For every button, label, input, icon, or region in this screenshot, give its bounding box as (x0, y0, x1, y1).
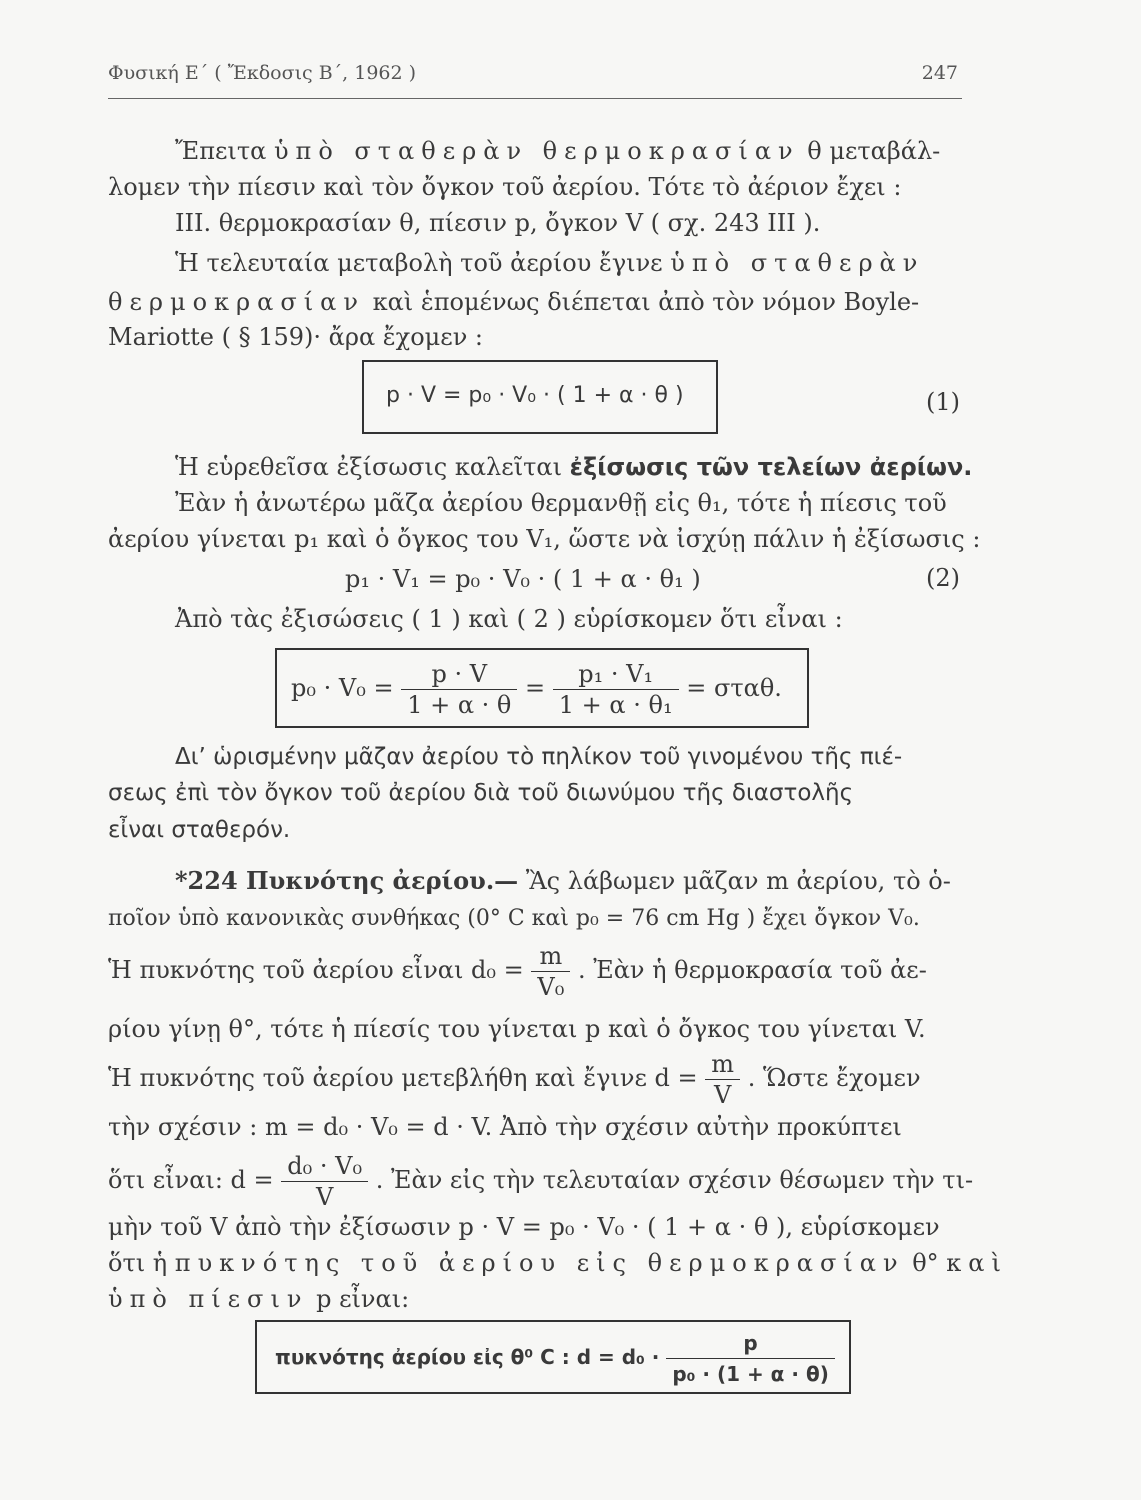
text-line: τὴν σχέσιν : m = d₀ · V₀ = d · V. Ἀπὸ τὴν σχέσιν αὐτὴν προκύπτει (108, 1113, 902, 1141)
text-line: θερμοκρασίαν καὶ ἑπομένως διέπεται ἀπὸ τὸν νόμον Boyle- (108, 288, 920, 316)
text-line: Ἡ τελευταία μεταβολὴ τοῦ ἀερίου ἔγινε ὑπὸ σταθερὰν (175, 249, 925, 277)
text-line: ποῖον ὑπὸ κανονικὰς συνθήκας (0° C καὶ p₀ = 76 cm Hg ) ἔχει ὄγκον V₀. (108, 906, 920, 931)
text-line: Δι’ ὡρισμένην μᾶζαν ἀερίου τὸ πηλίκον τοῦ γινομένου τῆς πιέ- (175, 744, 903, 770)
running-title: Φυσική Ε΄ ( Ἔκδοσις Β΄, 1962 ) (108, 62, 417, 84)
fraction: $\frac{\text{d₀ · V₀}}{V}$ (281, 1151, 368, 1212)
text-line: μὴν τοῦ V ἀπὸ τὴν ἐξίσωσιν p · V = p₀ · V₀ · ( 1 + α · θ ), εὑρίσκομεν (108, 1213, 940, 1241)
page-number: 247 (921, 62, 958, 84)
text-line: Ἐὰν ἡ ἀνωτέρω μᾶζα ἀερίου θερμανθῇ εἰς θ₁, τότε ἡ πίεσις τοῦ (175, 489, 947, 517)
text-line: ὑπὸ πίεσιν p εἶναι: (108, 1285, 410, 1313)
fraction: $\frac{m}{V}$ (705, 1049, 740, 1110)
text-line: Ἡ πυκνότης τοῦ ἀερίου εἶναι d₀ = $\frac{m}{\text{V₀}}$ . Ἐὰν ἡ θερμοκρασία τοῦ ἀε- (108, 942, 927, 1001)
section-heading: *224 Πυκνότης ἀερίου.— (175, 866, 519, 895)
equation-1: p · V = p₀ · V₀ · ( 1 + α · θ ) (386, 383, 684, 408)
equation-number-2: (2) (926, 564, 960, 592)
text-line: ὅτι ἡ πυκνότης τοῦ ἀερίου εἰς θερμοκρασίαν θ° καὶ (108, 1249, 1008, 1277)
text-line: Ἔπειτα ὑπὸ σταθερὰν θερμοκρασίαν θ μεταβάλ- (175, 137, 941, 165)
fraction: $\frac{m}{\text{V₀}}$ (531, 941, 570, 1002)
final-formula-box (255, 1320, 851, 1394)
text-line: *224 Πυκνότης ἀερίου.— Ἂς λάβωμεν μᾶζαν m ἀερίου, τὸ ὁ- (175, 866, 951, 895)
equation-box-3 (275, 648, 809, 728)
text-line: ἀερίου γίνεται p₁ καὶ ὁ ὄγκος του V₁, ὥστε νὰ ἰσχύῃ πάλιν ἡ ἐξίσωσις : (108, 525, 981, 553)
text-line: Mariotte ( § 159)· ἄρα ἔχομεν : (108, 323, 484, 351)
text-line: Ἡ πυκνότης τοῦ ἀερίου μετεβλήθη καὶ ἔγινε d = $\frac{m}{V}$ . Ὥστε ἔχομεν (108, 1050, 921, 1109)
fraction: $\frac{\text{p₁ · V₁}}{\text{1 + α · θ₁}}$ (553, 659, 679, 720)
text-line: ὅτι εἶναι: d = $\frac{\text{d₀ · V₀}}{V}$ . Ἐὰν εἰς τὴν τελευταίαν σχέσιν θέσωμεν τὴν τι- (108, 1152, 974, 1211)
text-line: λομεν τὴν πίεσιν καὶ τὸν ὄγκον τοῦ ἀερίου. Τότε τὸ ἀέριον ἔχει : (108, 173, 902, 201)
final-formula: πυκνότης ἀερίου εἰς θ⁰ C : d = d₀ · $\frac{p}{\text{p₀ · (1 + α · θ)}}$ (275, 1328, 835, 1389)
text-line: Ἡ εὑρεθεῖσα ἐξίσωσις καλεῖται ἐξίσωσις τῶν τελείων ἀερίων. (175, 453, 973, 481)
fraction: $\frac{p}{\text{p₀ · (1 + α · θ)}}$ (666, 1328, 834, 1389)
text-line: ρίου γίνῃ θ°, τότε ἡ πίεσίς του γίνεται p καὶ ὁ ὄγκος του γίνεται V. (108, 1015, 926, 1043)
text-line: σεως ἐπὶ τὸν ὄγκον τοῦ ἀερίου διὰ τοῦ διωνύμου τῆς διαστολῆς (108, 780, 854, 806)
equation-number-1: (1) (926, 388, 960, 416)
text-line: εἶναι σταθερόν. (108, 817, 291, 843)
equation-2: p₁ · V₁ = p₀ · V₀ · ( 1 + α · θ₁ ) (345, 565, 701, 593)
equation-3: p₀ · V₀ = $\frac{p \cdot V}{1 + \alpha \cdot \theta}$ = $\frac{\text{p₁ · V₁}}{\text{1 + α · θ₁}}$ = σταθ. (291, 660, 782, 719)
text-line: ΙΙΙ. θερμοκρασίαν θ, πίεσιν p, ὄγκον V ( σχ. 243 ΙΙΙ ). (175, 209, 821, 237)
fraction: $\frac{p \cdot V}{1 + \alpha \cdot \theta}$ (401, 659, 517, 720)
page-header (108, 58, 962, 99)
equation-box-1 (362, 360, 718, 434)
text-line: Ἀπὸ τὰς ἐξισώσεις ( 1 ) καὶ ( 2 ) εὑρίσκομεν ὅτι εἶναι : (175, 605, 843, 633)
emphasized-term: ἐξίσωσις τῶν τελείων ἀερίων. (569, 453, 973, 481)
